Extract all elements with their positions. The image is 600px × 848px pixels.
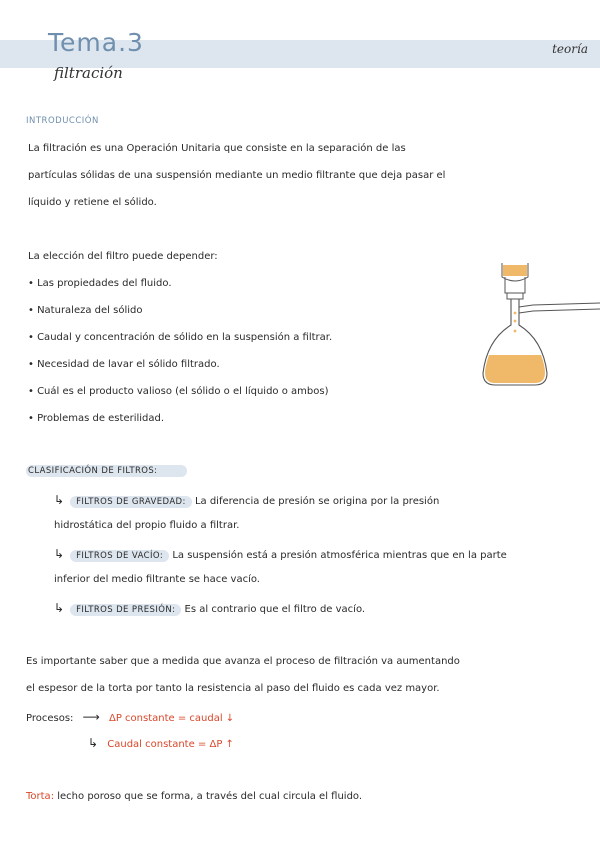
long-arrow-icon: ⟶ — [82, 710, 100, 724]
drop-3 — [514, 330, 517, 333]
drop-2 — [514, 320, 517, 323]
classification-heading-wrap — [26, 465, 187, 476]
process-2: Caudal constante = ΔP ↑ — [107, 739, 234, 750]
choice-bullet-6: • Problemas de esterilidad. — [28, 413, 164, 424]
arrow-icon: ↳ — [54, 601, 65, 615]
classification-heading: CLASIFICACIÓN DE FILTROS: — [26, 465, 187, 477]
cake-term: Torta: — [26, 791, 55, 802]
choice-bullet-4: • Necesidad de lavar el sólido filtrado. — [28, 359, 220, 370]
vacuum-label: FILTROS DE VACÍO: — [70, 550, 169, 562]
page-subtitle: filtración — [54, 64, 123, 82]
section-tag: teoría — [552, 42, 588, 56]
process-1: ΔP constante = caudal ↓ — [109, 713, 235, 724]
important-line-2: el espesor de la torta por tanto la resistencia al paso del fluido es cada vez mayor. — [26, 683, 440, 694]
pressure-label: FILTROS DE PRESIÓN: — [70, 604, 181, 616]
gravity-line-1 — [54, 493, 439, 507]
process-row-1 — [26, 710, 234, 724]
gravity-text-2: hidrostática del propio fluido a filtrar. — [54, 520, 240, 531]
vacuum-line-1 — [54, 547, 507, 561]
cake-text: lecho poroso que se forma, a través del cual circula el fluido. — [57, 791, 363, 802]
intro-line-3: líquido y retiene el sólido. — [28, 197, 157, 208]
side-arm — [519, 303, 600, 307]
gravity-label: FILTROS DE GRAVEDAD: — [70, 496, 192, 508]
page-title: Tema.3 — [48, 28, 144, 57]
choice-intro: La elección del filtro puede depender: — [28, 251, 218, 262]
choice-bullet-2: • Naturaleza del sólido — [28, 305, 142, 316]
arrow-icon: ↳ — [54, 493, 65, 507]
intro-heading: INTRODUCCIÓN — [26, 116, 99, 126]
arrow-icon: ↳ — [54, 547, 65, 561]
gravity-text-1: La diferencia de presión se origina por la presión — [194, 496, 440, 507]
intro-line-2: partículas sólidas de una suspensión mediante un medio filtrante que deja pasar el — [28, 170, 446, 181]
process-row-2 — [88, 736, 234, 750]
choice-bullet-5: • Cuál es el producto valioso (el sólido o el líquido o ambos) — [28, 386, 328, 397]
arrow-icon: ↳ — [88, 736, 99, 750]
stopper — [507, 293, 523, 299]
choice-bullet-3: • Caudal y concentración de sólido en la suspensión a filtrar. — [28, 332, 332, 343]
vacuum-text-2: inferior del medio filtrante se hace vacío. — [54, 574, 260, 585]
cake-definition — [26, 791, 362, 802]
funnel-liquid — [503, 265, 527, 276]
process-label: Procesos: — [26, 713, 74, 724]
choice-bullet-1: • Las propiedades del fluido. — [28, 278, 172, 289]
flask-liquid — [485, 355, 545, 383]
side-arm-lower — [519, 309, 600, 313]
drop-1 — [514, 312, 517, 315]
intro-line-1: La filtración es una Operación Unitaria que consiste en la separación de las — [28, 143, 406, 154]
important-line-1: Es importante saber que a medida que avanza el proceso de filtración va aumentando — [26, 656, 460, 667]
pressure-line-1 — [54, 601, 365, 615]
filtration-flask-illustration — [475, 255, 600, 395]
pressure-text-1: Es al contrario que el filtro de vacío. — [184, 604, 366, 615]
vacuum-text-1: La suspensión está a presión atmosférica mientras que en la parte — [172, 550, 507, 561]
